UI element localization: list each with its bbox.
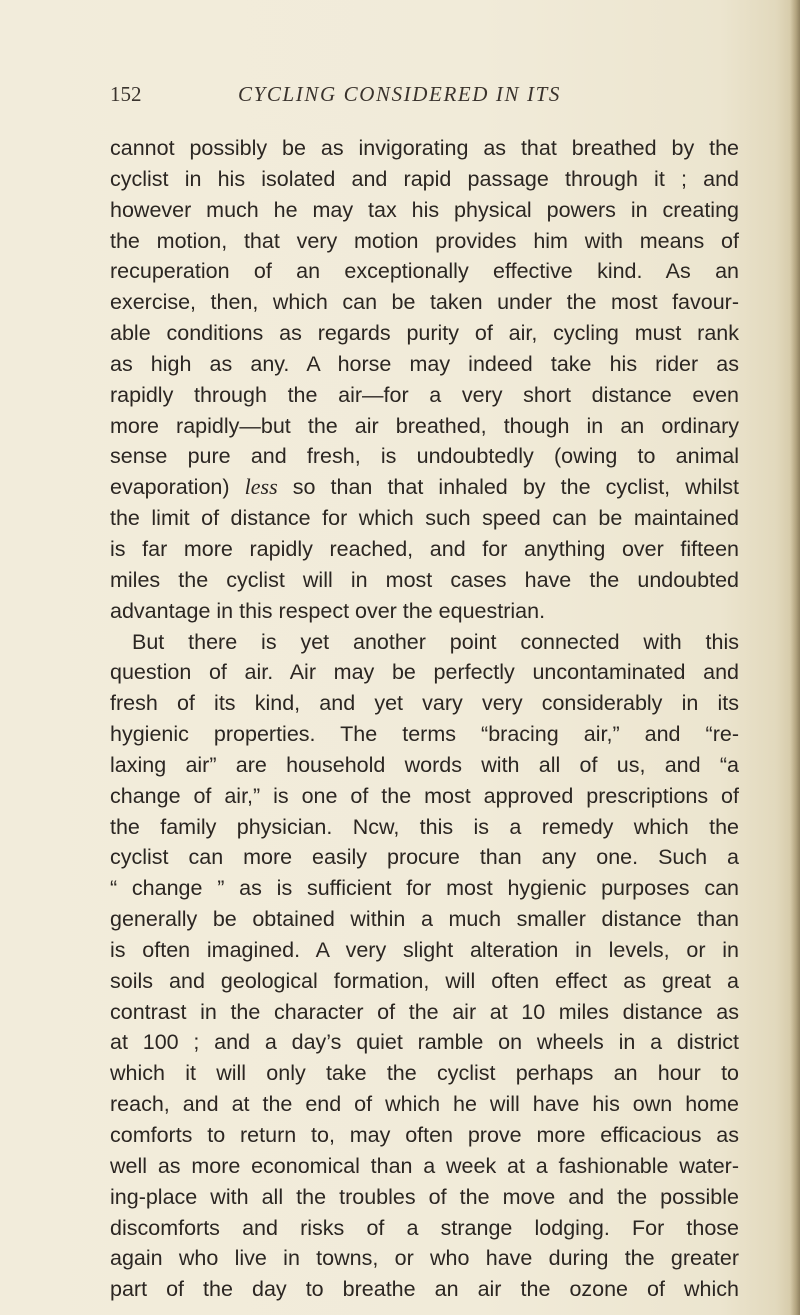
text-line: sense pure and fresh, is undoubtedly (owing to animal — [110, 444, 739, 469]
text-line: is far more rapidly reached, and for anything over fifteen — [110, 536, 739, 561]
text-line: generally be obtained within a much smaller distance than — [110, 907, 739, 932]
text-line: miles the cyclist will in most cases have the undoubted — [110, 567, 739, 592]
text-line: question of air. Air may be perfectly uncontaminated and — [110, 660, 739, 685]
paragraph-end-line: advantage in this respect over the equestrian. — [110, 598, 546, 623]
text-line: cannot possibly be as invigorating as that breathed by the — [110, 136, 739, 160]
text-line: “ change ” as is sufficient for most hygienic purposes can — [110, 876, 739, 901]
text-line: contrast in the character of the air at 10 miles distance as — [110, 999, 739, 1024]
text-line: however much he may tax his physical powers in creating — [110, 197, 739, 222]
text-line: laxing air” are household words with all of us, and “a — [110, 752, 739, 777]
page-header — [110, 82, 750, 112]
text-line: again who live in towns, or who have during the greater — [110, 1246, 739, 1271]
body-text — [110, 133, 739, 1305]
text-line: the family physician. Ncw, this is a remedy which the — [110, 814, 739, 839]
text-line: is often imagined. A very slight alteration in levels, or in — [110, 937, 739, 962]
text-line: comforts to return to, may often prove more efficacious as — [110, 1123, 739, 1147]
paragraph-start-line: But there is yet another point connected with this — [132, 629, 739, 654]
text-line: soils and geological formation, will often effect as great a — [110, 968, 739, 993]
text-line: change of air,” is one of the most approved prescriptions of — [110, 783, 739, 808]
text-line: reach, and at the end of which he will have his own home — [110, 1092, 739, 1117]
text-line: ing-place with all the troubles of the move and the possible — [110, 1184, 739, 1209]
text-line: recuperation of an exceptionally effective kind. As an — [110, 259, 739, 284]
text-line-with-italic — [110, 472, 739, 503]
text-line: the motion, that very motion provides him with means of — [110, 228, 739, 253]
text-line: hygienic properties. The terms “bracing air,” and “re- — [110, 722, 739, 747]
text-segment: so than that inhaled by the cyclist, whilst — [277, 475, 739, 500]
text-line: rapidly through the air—for a very short distance even — [110, 382, 739, 407]
page-edge-shadow — [790, 0, 800, 1315]
text-segment: evaporation) — [110, 475, 245, 500]
text-line: at 100 ; and a day’s quiet ramble on wheels in a district — [110, 1030, 739, 1055]
text-line: as high as any. A horse may indeed take his rider as — [110, 351, 739, 376]
text-line: exercise, then, which can be taken under the most favour- — [110, 290, 739, 315]
text-line: more rapidly—but the air breathed, though in an ordinary — [110, 413, 739, 438]
running-title: CYCLING CONSIDERED IN ITS — [238, 82, 561, 106]
text-line: cyclist can more easily procure than any one. Such a — [110, 845, 739, 870]
text-line: part of the day to breathe an air the ozone of which — [110, 1277, 739, 1302]
italic-word: less — [244, 474, 278, 500]
text-line: cyclist in his isolated and rapid passage through it ; and — [110, 166, 739, 191]
text-line: fresh of its kind, and yet vary very considerably in its — [110, 691, 739, 716]
text-line: discomforts and risks of a strange lodging. For those — [110, 1215, 739, 1240]
text-line: which it will only take the cyclist perhaps an hour to — [110, 1061, 739, 1086]
text-line: able conditions as regards purity of air, cycling must rank — [110, 321, 739, 346]
text-line: the limit of distance for which such speed can be maintained — [110, 506, 739, 531]
text-line: well as more economical than a week at a fashionable water- — [110, 1153, 739, 1178]
page-number: 152 — [110, 82, 142, 106]
